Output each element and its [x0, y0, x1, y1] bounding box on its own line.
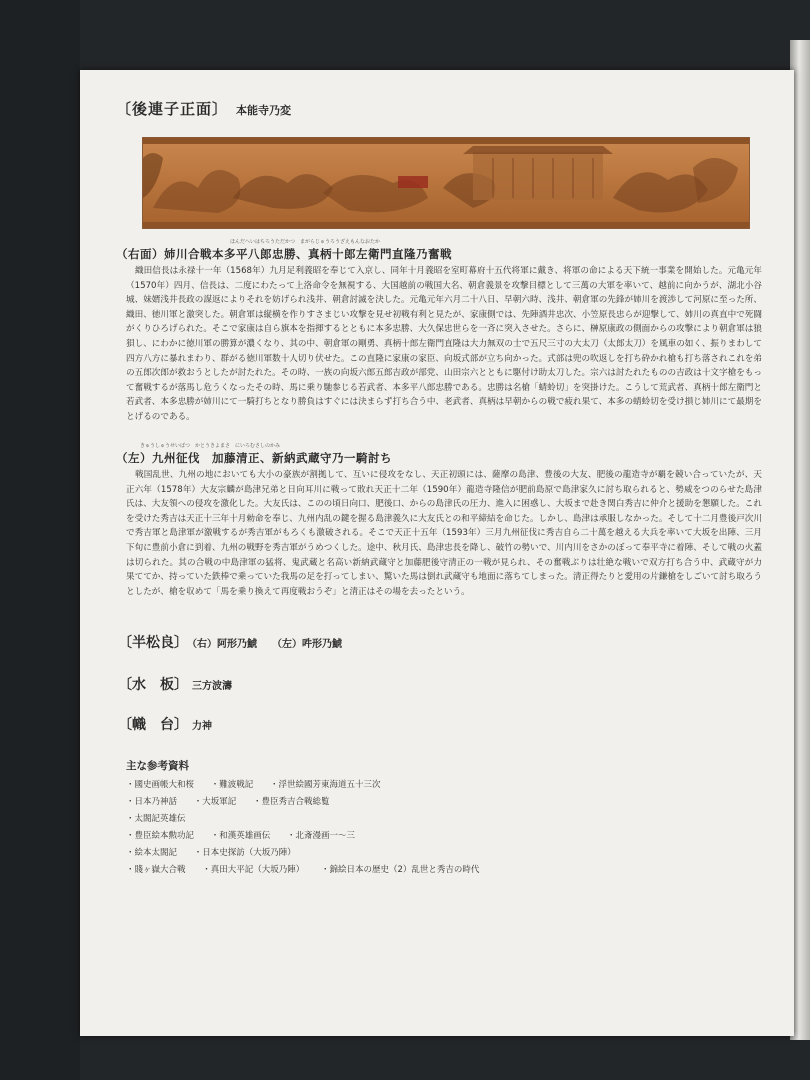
background-left [0, 0, 80, 1080]
item-hanmatsura-desc: （右）阿形乃鯱 （左）吽形乃鯱 [192, 639, 342, 650]
reference-item: ・難波戦記 [210, 780, 254, 790]
section2-ruby: きゅうしゅうせいばつ かとうきよまさ にいろむさしのかみ [140, 443, 281, 449]
carving-illustration [143, 138, 749, 228]
reference-item: ・豊臣秀吉合戦総覧 [252, 797, 330, 807]
reference-item: ・豊臣絵本勲功記 [126, 831, 195, 841]
main-heading-title: 〔後連子正面〕 [116, 100, 229, 118]
reference-row [126, 846, 493, 863]
item-noboridai-desc: 力神 [192, 721, 212, 732]
reference-row [126, 795, 493, 812]
reference-item: ・真田大平記（大坂乃陣） [202, 865, 305, 875]
references-title: 主な参考資料 [126, 760, 189, 772]
item-mizuita [118, 674, 232, 694]
section2-body: 戦国乱世、九州の地においても大小の豪族が割拠して、互いに侵攻をなし、天正初頭には、薩摩の島津、豊後の大友、肥後の龍造寺が覇を競い合っていたが、天正六年（1578年）大友宗麟が島津兄弟と日向耳川に戦って敗れ天正十二年（1590年）龍造寺隆信が肥前島原で島津家久に討ち取られると、勢威をつのらせた島津氏は、大友領への侵攻を激化した。大友氏は、このの頃日向口、肥後口、からの島津氏の圧力、進入に困惑し、大坂まで赴き関白秀吉に仲介と援助を懇願した。これを受けた秀吉は天正十三年十月勅命を奉じ、九州内乱の鍵を握る島津義久に大友氏との和平締結を命じた。しかし、島津は承服しなかった。そして十二月豊後戸次川で秀吉軍と島津軍が激戦するが秀吉軍がもろくも激破される。そこで天正十五年（1593年）三月九州征伐に秀吉自ら二十萬を越える大兵を率いて大坂を出陣、三月下旬に豊前小倉に到着、九州の戦野を秀吉軍がうめつくした。途中、秋月氏、島津忠長を降し、破竹の勢いで、川内川をさかのぼって奉平寺に着陣、そして戦の火蓋は切られた。其の合戦の中島津軍の猛将、鬼武蔵と名高い新納武蔵守と加藤肥後守清正の一戦が見られ、その奮戦ぶりは壮絶な戦いで双方打ち合う中、武蔵守が力果ててか、持っていた鉄棒で乗っていた我馬の足を打ってしまい、驚いた馬は倒れ武蔵守も地面に落ちてしまった。清正得たりと愛用の片鎌槍をしごいて討ち取ろうとしたが、槍を収めて「馬を乗り換えて再度戦おうぞ」と清正はその場を去ったという。 [126, 470, 762, 597]
item-hanmatsura-label: 〔半松良〕 [118, 635, 188, 651]
section2-heading: （左）九州征伐 加藤清正、新納武蔵守乃一騎討ち [116, 451, 392, 465]
reference-item: ・日本史探訪（大坂乃陣） [193, 848, 296, 858]
reference-item: ・絵本太閤記 [126, 848, 178, 858]
reference-item: ・大坂軍記 [193, 797, 237, 807]
reference-row [126, 829, 493, 846]
item-noboridai-label: 〔幟 台〕 [118, 717, 188, 733]
reference-row [126, 812, 493, 829]
item-noboridai [118, 714, 212, 734]
book-page [80, 70, 794, 1036]
reference-row [126, 863, 493, 880]
reference-item: ・賤ヶ嶽大合戦 [126, 865, 186, 875]
reference-item: ・北斎漫画一〜三 [286, 831, 355, 841]
reference-item: ・日本乃神話 [126, 797, 178, 807]
section1-heading: （右面）姉川合戦本多平八郎忠勝、真柄十郎左衛門直隆乃奮戦 [116, 247, 452, 261]
item-mizuita-label: 〔水 板〕 [118, 677, 188, 693]
reference-item: ・和漢英雄画伝 [210, 831, 271, 841]
item-hanmatsura [118, 632, 342, 652]
main-heading [116, 98, 291, 119]
reference-item: ・國史画帳大和桜 [126, 780, 195, 790]
item-mizuita-desc: 三方波濤 [192, 681, 232, 692]
reference-item: ・浮世絵國芳東海道五十三次 [269, 780, 381, 790]
reference-item: ・錦絵日本の歴史（2）乱世と秀吉の時代 [320, 865, 480, 875]
wood-carving-photo [142, 137, 750, 229]
references-list [126, 778, 493, 880]
reference-row [126, 778, 493, 795]
main-heading-subtitle: 本能寺乃変 [236, 104, 292, 117]
section1-ruby: ほんだへいはちろうただかつ まがらじゅうろうざえもんなおたか [230, 239, 381, 245]
reference-item: ・太閤記英雄伝 [126, 814, 186, 824]
section1-body: 織田信長は永禄十一年（1568年）九月足利義昭を奉じて入京し、同年十月義昭を室町幕府十五代将軍に戴き、将軍の命による天下統一事業を開始した。元亀元年（1570年）四月、信長は、二度にわたって上洛命令を無視する、大国越前の戦国大名、朝倉義景を攻撃目標として三萬の大軍を率いて、越前に向かうが、湖北小谷城、妹婿浅井長政の謀返によりそれを妨げられ浅井、朝倉討滅を決した。元亀元年六月二十八日、早朝六時、浅井、朝倉軍の先鋒が姉川を渡渉して河原に至った所、織田、徳川軍と激突した。朝倉軍は縦横を作りすさまじい攻撃を見せ初戦有利と見たが、家康側では、先陣酒井忠次、小笠原長忠らが迎撃して、姉川の真直中で死闘がくりひろげられた。そこで家康は自ら旗本を指揮するとともに本多忠勝、大久保忠世らを一斉に突入させた。さらに、榊原康政の側面からの攻撃により朝倉軍は狼狽し、にわかに徳川軍の勝算が濃くなり、其の中、朝倉軍の剛勇、真柄十郎左衛門直隆は大力無双の士で五尺三寸の大太刀（太郎太刀）を風車の如く、振りまわして四方八方に暴れまわり、群がる徳川軍数十人切り伏せた。この直隆に家康の家臣、向坂式部が立ち向かった。式部は兜の吹返しを打ち砕かれ槍も打ち落されこれを弟の五郎次郎が救おうとしたが討たれた。その時、一族の向坂六郎五郎吉政が部党、山田宗六とともに駆付け助太刀した。宗六は討たれたものの吉政は十文字槍をもって奮戦するが落馬し危うくなったその時、馬に乗り馳参じる若武者、本多平八郎忠勝である。忠勝は名槍「蜻蛉切」を突掛けた。こうして荒武者、真柄十郎左衛門と若武者、本多忠勝が姉川にて一騎打ちとなり勝負はすぐには決まらず打ち合う中、老武者、真柄は早朝からの戦で疲れ果て、本多の蜻蛉切を受け損じ姉川にて最期をとげるのである。 [126, 266, 762, 422]
